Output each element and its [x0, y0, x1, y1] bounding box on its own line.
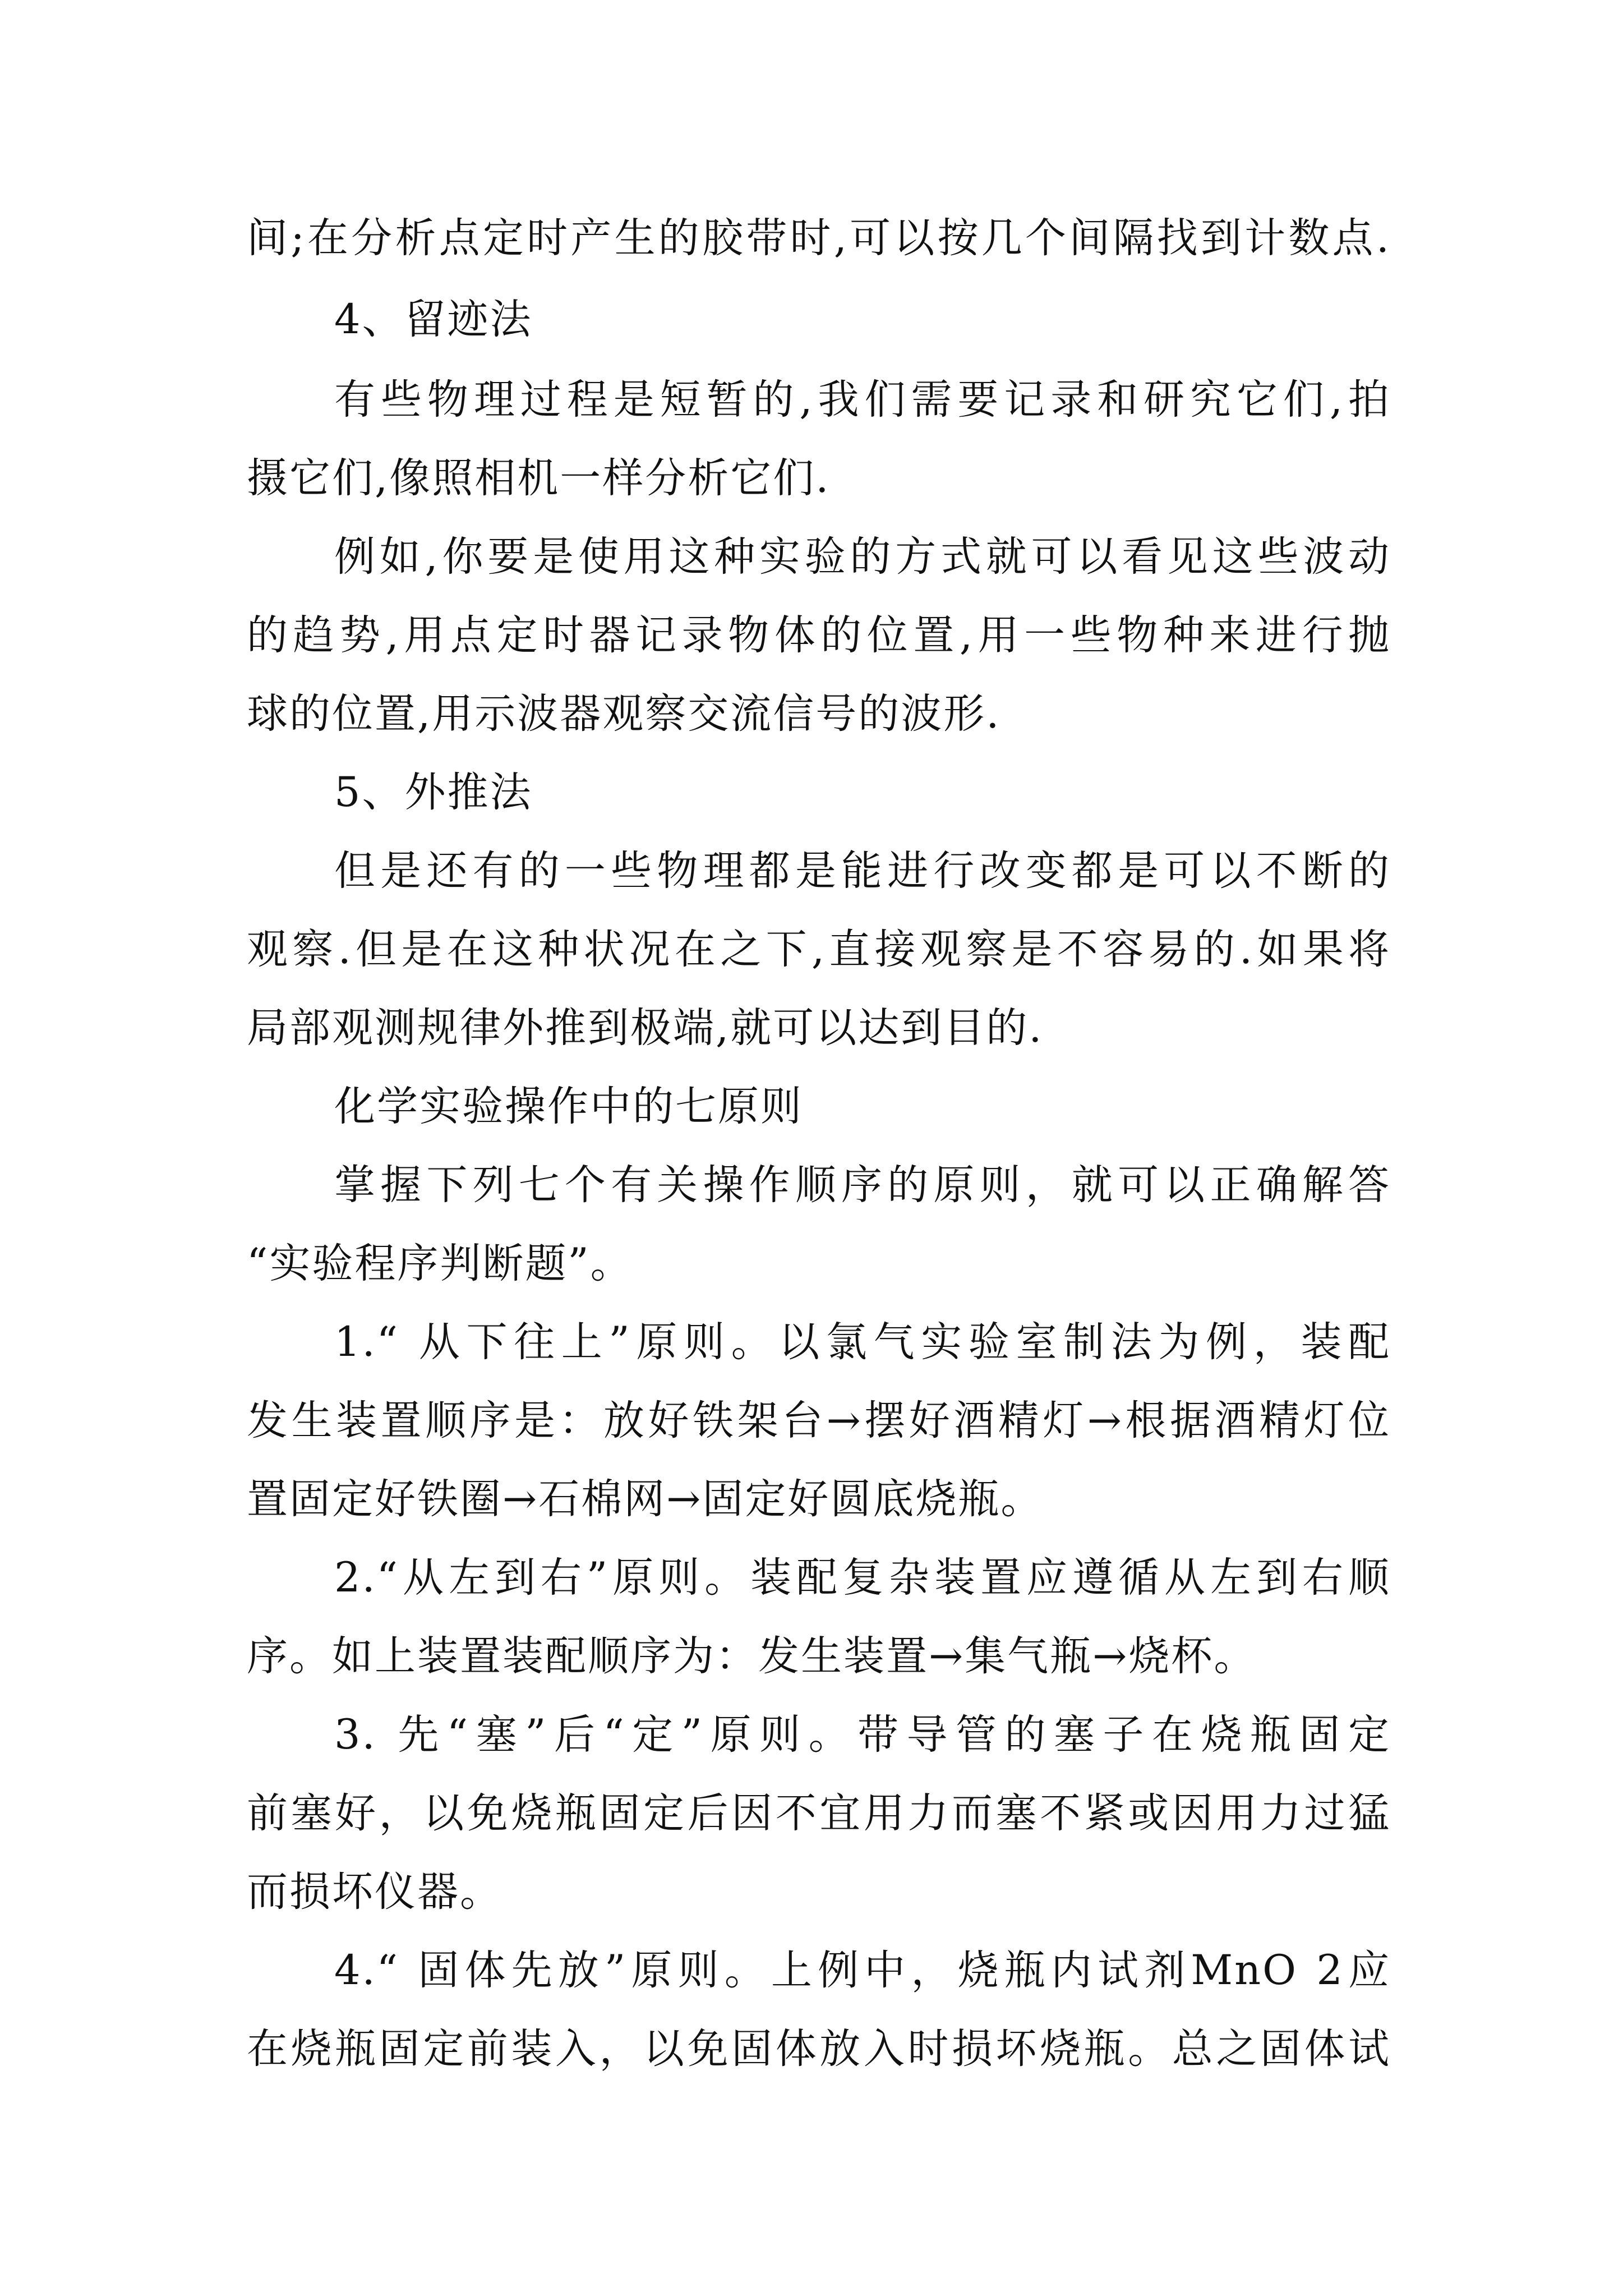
section-heading: 化学实验操作中的七原则	[334, 1083, 803, 1130]
text-line: 摄它们,像照相机一样分析它们.	[247, 454, 831, 502]
text-line: 在烧瓶固定前装入，以免固体放入时损坏烧瓶。总之固体试	[247, 2025, 1391, 2073]
text-line: 序。如上装置装配顺序为：发生装置→集气瓶→烧杯。	[247, 1632, 1257, 1680]
text-line: 球的位置,用示波器观察交流信号的波形.	[247, 690, 1001, 738]
text-line: 间;在分析点定时产生的胶带时,可以按几个间隔找到计数点.	[247, 214, 1391, 262]
text-line: 置固定好铁圈→石棉网→固定好圆底烧瓶。	[247, 1475, 1044, 1523]
text-line: “实验程序判断题”。	[247, 1240, 633, 1287]
text-line: 前塞好，以免烧瓶固定后因不宜用力而塞不紧或因用力过猛	[247, 1789, 1391, 1837]
text-line: 3. 先“塞”后“定”原则。带导管的塞子在烧瓶固定	[334, 1711, 1391, 1759]
text-line: 掌握下列七个有关操作顺序的原则，就可以正确解答	[334, 1161, 1391, 1209]
text-line: 而损坏仪器。	[247, 1868, 502, 1916]
text-line: 1.“ 从下往上”原则。以氯气实验室制法为例，装配	[334, 1318, 1391, 1366]
text-line: 的趋势,用点定时器记录物体的位置,用一些物种来进行抛	[247, 611, 1391, 659]
text-line: 发生装置顺序是：放好铁架台→摆好酒精灯→根据酒精灯位	[247, 1397, 1391, 1444]
text-line: 但是还有的一些物理都是能进行改变都是可以不断的	[334, 847, 1391, 895]
text-line: 局部观测规律外推到极端,就可以达到目的.	[247, 1004, 1044, 1052]
text-line: 例如,你要是使用这种实验的方式就可以看见这些波动	[334, 533, 1391, 581]
text-line: 4.“ 固体先放”原则。上例中，烧瓶内试剂MnO 2应	[334, 1947, 1391, 1994]
section-heading: 4、留迹法	[334, 296, 533, 343]
text-line: 2.“从左到右”原则。装配复杂装置应遵循从左到右顺	[334, 1554, 1391, 1602]
section-heading: 5、外推法	[334, 769, 533, 816]
text-line: 有些物理过程是短暂的,我们需要记录和研究它们,拍	[334, 376, 1391, 424]
text-line: 观察.但是在这种状况在之下,直接观察是不容易的.如果将	[247, 926, 1391, 973]
